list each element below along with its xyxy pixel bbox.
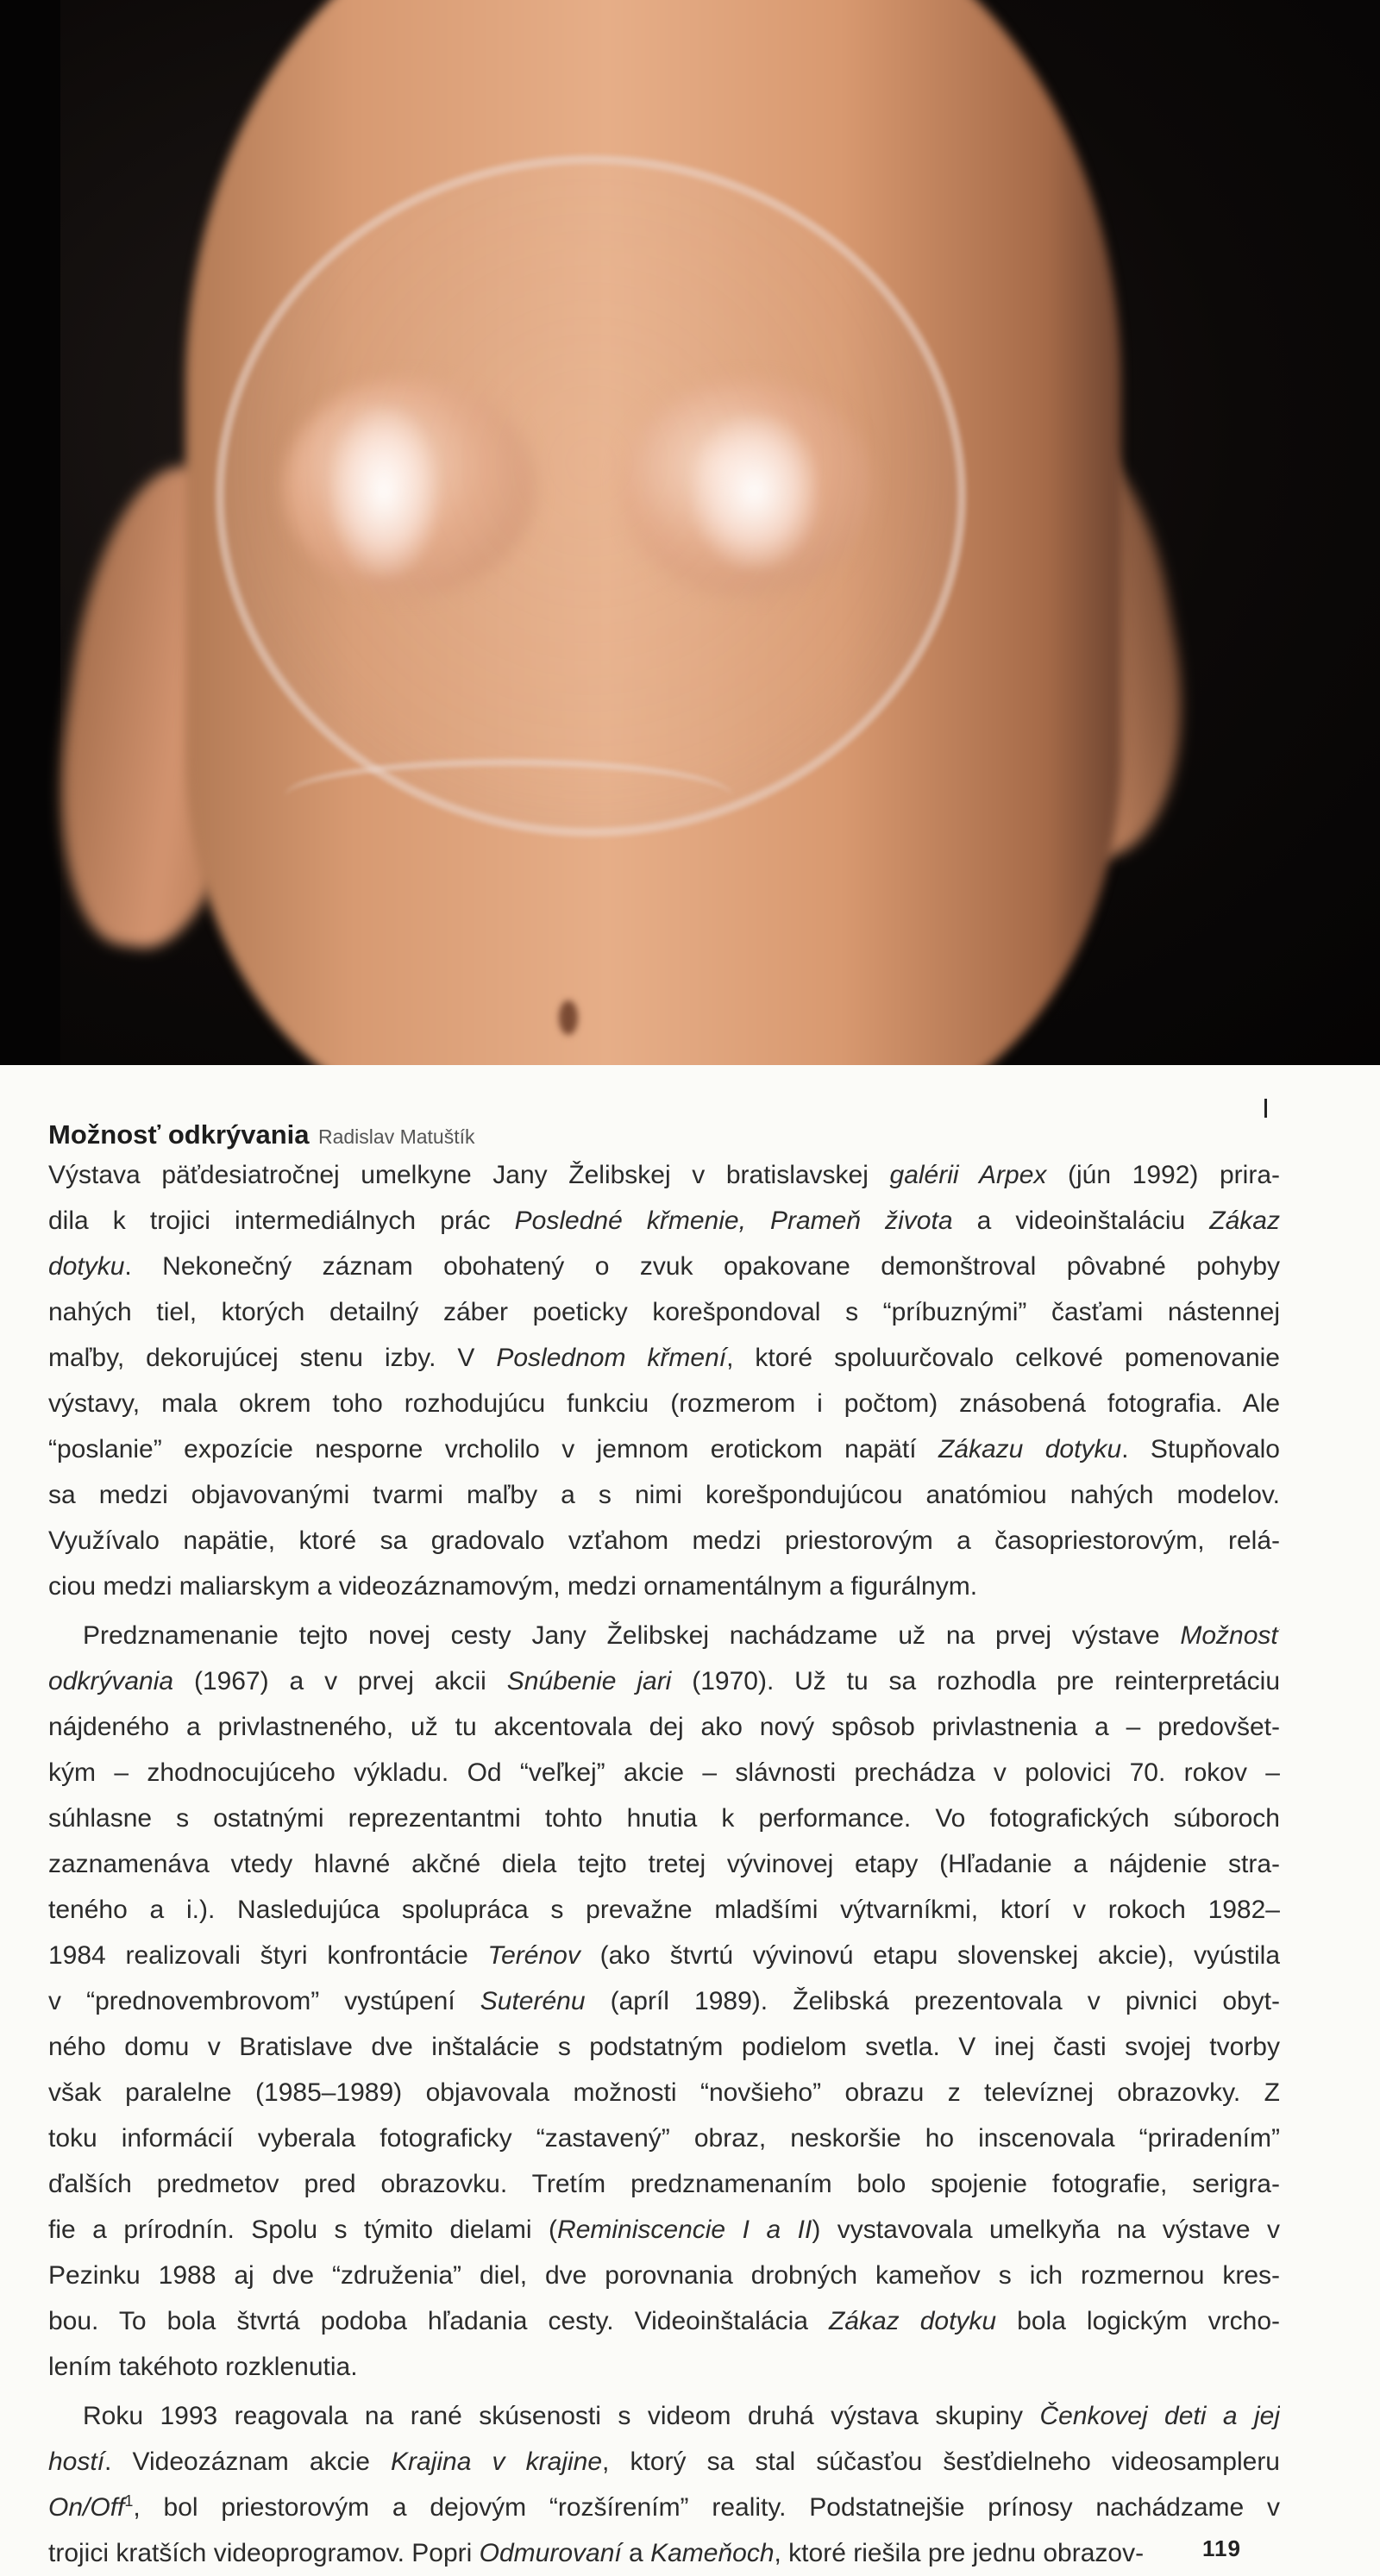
photo-navel [559,1000,578,1035]
text-line [48,2298,1280,2344]
text-line [48,1381,1280,1426]
text-run: ) vystavovala umelkyňa na výstave v [812,2216,1280,2244]
paragraph [48,1152,1280,1609]
photo-torso-glass-bowl [0,0,1380,1065]
italic-text: Reminiscencie I a II [557,2216,812,2244]
italic-text: Odmurovaní [479,2539,622,2567]
text-run: fie a prírodnín. Spolu s týmito dielami ( [48,2216,558,2244]
photo-glare-left [328,405,440,578]
text-run: . Stupňovalo [1121,1435,1280,1463]
text-line [48,1613,1280,1658]
page-number: 119 [1202,2535,1241,2561]
text-line [48,1289,1280,1335]
text-line [48,2344,1280,2390]
text-run: . Nekonečný záznam obohatený o zvuk opakovane demonštroval pôvabné pohyby [124,1252,1280,1281]
text-line [48,1704,1280,1750]
text-run: bou. To bola štvrtá podoba hľadania cesty. Videoinštalácia [48,2307,829,2335]
text-run: trojici kratších videoprogramov. Popri [48,2539,480,2567]
italic-text: Zákaz [1209,1207,1280,1235]
italic-text: Možnosť [1180,1621,1280,1650]
text-run: . Videozáznam akcie [104,2448,392,2476]
text-line [48,2253,1280,2298]
text-line [48,1518,1280,1564]
text-run: výstavy, mala okrem toho rozhodujúcu funkciu (rozmerom i počtom) znásobená fotografia. Ale [48,1389,1280,1418]
text-line [48,2070,1280,2115]
text-run: (ako štvrtú vývinovú etapu slovenskej akcie), vyústila [580,1941,1280,1970]
italic-text: odkrývania [48,1667,174,1695]
text-run: Pezinku 1988 aj dve “združenia” diel, dve porovnania drobných kameňov s ich rozmernou kres- [48,2261,1280,2290]
text-line [48,2115,1280,2161]
italic-text: Čenkovej deti a jej [1039,2402,1280,2430]
italic-text: Zákaz dotyku [828,2307,997,2335]
text-run: , bol priestorovým a dejovým “rozšírením” reality. Podstatnejšie prínosy nachádzame v [133,2493,1280,2522]
text-run: lením takéhoto rozklenutia. [48,2353,358,2381]
text-run: , ktorý sa stal súčasťou šesťdielneho videosampleru [602,2448,1280,2476]
italic-text: Posledné křmenie, Prameň života [514,1207,953,1235]
photo-border [0,0,60,1065]
text-run: , ktoré riešila pre jednu obrazov- [774,2539,1145,2567]
text-line [48,1426,1280,1472]
text-run: ďalších predmetov pred obrazovku. Tretím predznamenaním bolo spojenie fotografie, serigra- [48,2170,1280,2198]
text-run: súhlasne s ostatnými reprezentantmi tohto hnutia k performance. Vo fotografických súboroch [48,1804,1280,1833]
text-run: nahých tiel, ktorých detailný záber poeticky korešpondoval s “príbuznými” časťami nástennej [48,1298,1280,1326]
text-line [48,2393,1280,2439]
italic-text: Poslednom křmení [496,1344,727,1372]
text-run: toku informácií vyberala fotograficky “zastavený” obraz, neskoršie ho inscenovala “priradením” [48,2124,1280,2153]
text-line [48,1978,1280,2024]
text-run: však paralelne (1985–1989) objavovala možnosti “novšieho” obrazu z televíznej obrazovky. Z [48,2078,1280,2107]
text-line [48,2161,1280,2207]
text-run: nájdeného a privlastneného, už tu akcentovala dej ako nový spôsob privlastnenia a – predovšet- [48,1713,1280,1741]
article-body [48,1152,1280,2576]
italic-text: galérii Arpex [889,1161,1047,1189]
text-run: , ktoré spoluurčovalo celkové pomenovanie [726,1344,1280,1372]
text-line [48,1933,1280,1978]
text-line [48,1198,1280,1244]
footnote-ref: 1 [124,2492,134,2510]
article-title: Možnosť odkrývania [48,1119,310,1150]
text-run: maľby, dekorujúcej stenu izby. V [48,1344,497,1372]
text-run: sa medzi objavovanými tvarmi maľby a s nimi korešpondujúcou anatómiou nahých modelov. [48,1481,1280,1509]
text-run: teného a i.). Nasledujúca spolupráca s prevažne mladšími výtvarníkmi, ktorí v rokoch 1982– [48,1896,1280,1924]
text-run: (jún 1992) prira- [1046,1161,1280,1189]
text-line [48,2024,1280,2070]
text-line [48,2439,1280,2485]
text-line [48,1750,1280,1796]
text-run: v “prednovembrovom” vystúpení [48,1987,480,2015]
text-run: ného domu v Bratislave dve inštalácie s podstatným podielom svetla. V inej časti svojej tvorby [48,2033,1280,2061]
italic-text: dotyku [48,1252,125,1281]
italic-text: Suterénu [480,1987,586,2015]
italic-text: hostí [48,2448,105,2476]
italic-text: Zákazu dotyku [938,1435,1122,1463]
text-line [48,1152,1280,1198]
text-run: (1970). Už tu sa rozhodla pre reinterpretáciu [671,1667,1280,1695]
italic-text: Kameňoch [650,2539,775,2567]
text-run: (apríl 1989). Želibská prezentovala v pivnici obyt- [585,1987,1280,2015]
text-line [48,2207,1280,2253]
text-run: Výstava päťdesiatročnej umelkyne Jany Želibskej v bratislavskej [48,1161,890,1189]
article-author: Radislav Matuštík [317,1125,475,1148]
text-line [48,1841,1280,1887]
italic-text: Krajina v krajine [391,2448,603,2476]
text-run: kým – zhodnocujúceho výkladu. Od “veľkej” akcie – slávnosti prechádza v polovici 70. rokov – [48,1758,1280,1787]
text-run: bola logickým vrcho- [996,2307,1280,2335]
italic-text: On/Off [48,2493,125,2522]
text-line [48,2485,1280,2530]
text-run: “poslanie” expozície nesporne vrcholilo v jemnom erotickom napätí [48,1435,938,1463]
text-line [48,1564,1280,1609]
text-run: dila k trojici intermediálnych prác [48,1207,515,1235]
text-line [48,1887,1280,1933]
text-run: zaznamenáva vtedy hlavné akčné diela tejto tretej vývinovej etapy (Hľadanie a nájdenie stra- [48,1850,1280,1878]
italic-text: Snúbenie jari [506,1667,672,1695]
paragraph [48,1613,1280,2390]
text-run: Využívalo napätie, ktoré sa gradovalo vzťahom medzi priestorovým a časopriestorovým, relá- [48,1526,1280,1555]
text-line [48,1244,1280,1289]
text-line [48,2530,1280,2576]
text-line [48,1472,1280,1518]
text-run: a [621,2539,651,2567]
photo-bowl-rim [285,759,733,835]
text-run: Predznamenanie tejto novej cesty Jany Želibskej nachádzame už na prvej výstave [83,1621,1181,1650]
article [48,1118,1280,2576]
photo-glare-right [690,414,819,569]
paragraph [48,2393,1280,2576]
text-run: (1967) a v prvej akcii [173,1667,507,1695]
text-line [48,1335,1280,1381]
text-run: a videoinštaláciu [952,1207,1210,1235]
article-heading [48,1118,1280,1152]
section-marker [1264,1099,1267,1118]
text-line [48,1796,1280,1841]
italic-text: Terénov [487,1941,580,1970]
text-line [48,1658,1280,1704]
text-run: ciou medzi maliarskym a videozáznamovým, medzi ornamentálnym a figurálnym. [48,1572,978,1601]
text-run: 1984 realizovali štyri konfrontácie [48,1941,488,1970]
text-run: Roku 1993 reagovala na rané skúsenosti s videom druhá výstava skupiny [83,2402,1040,2430]
